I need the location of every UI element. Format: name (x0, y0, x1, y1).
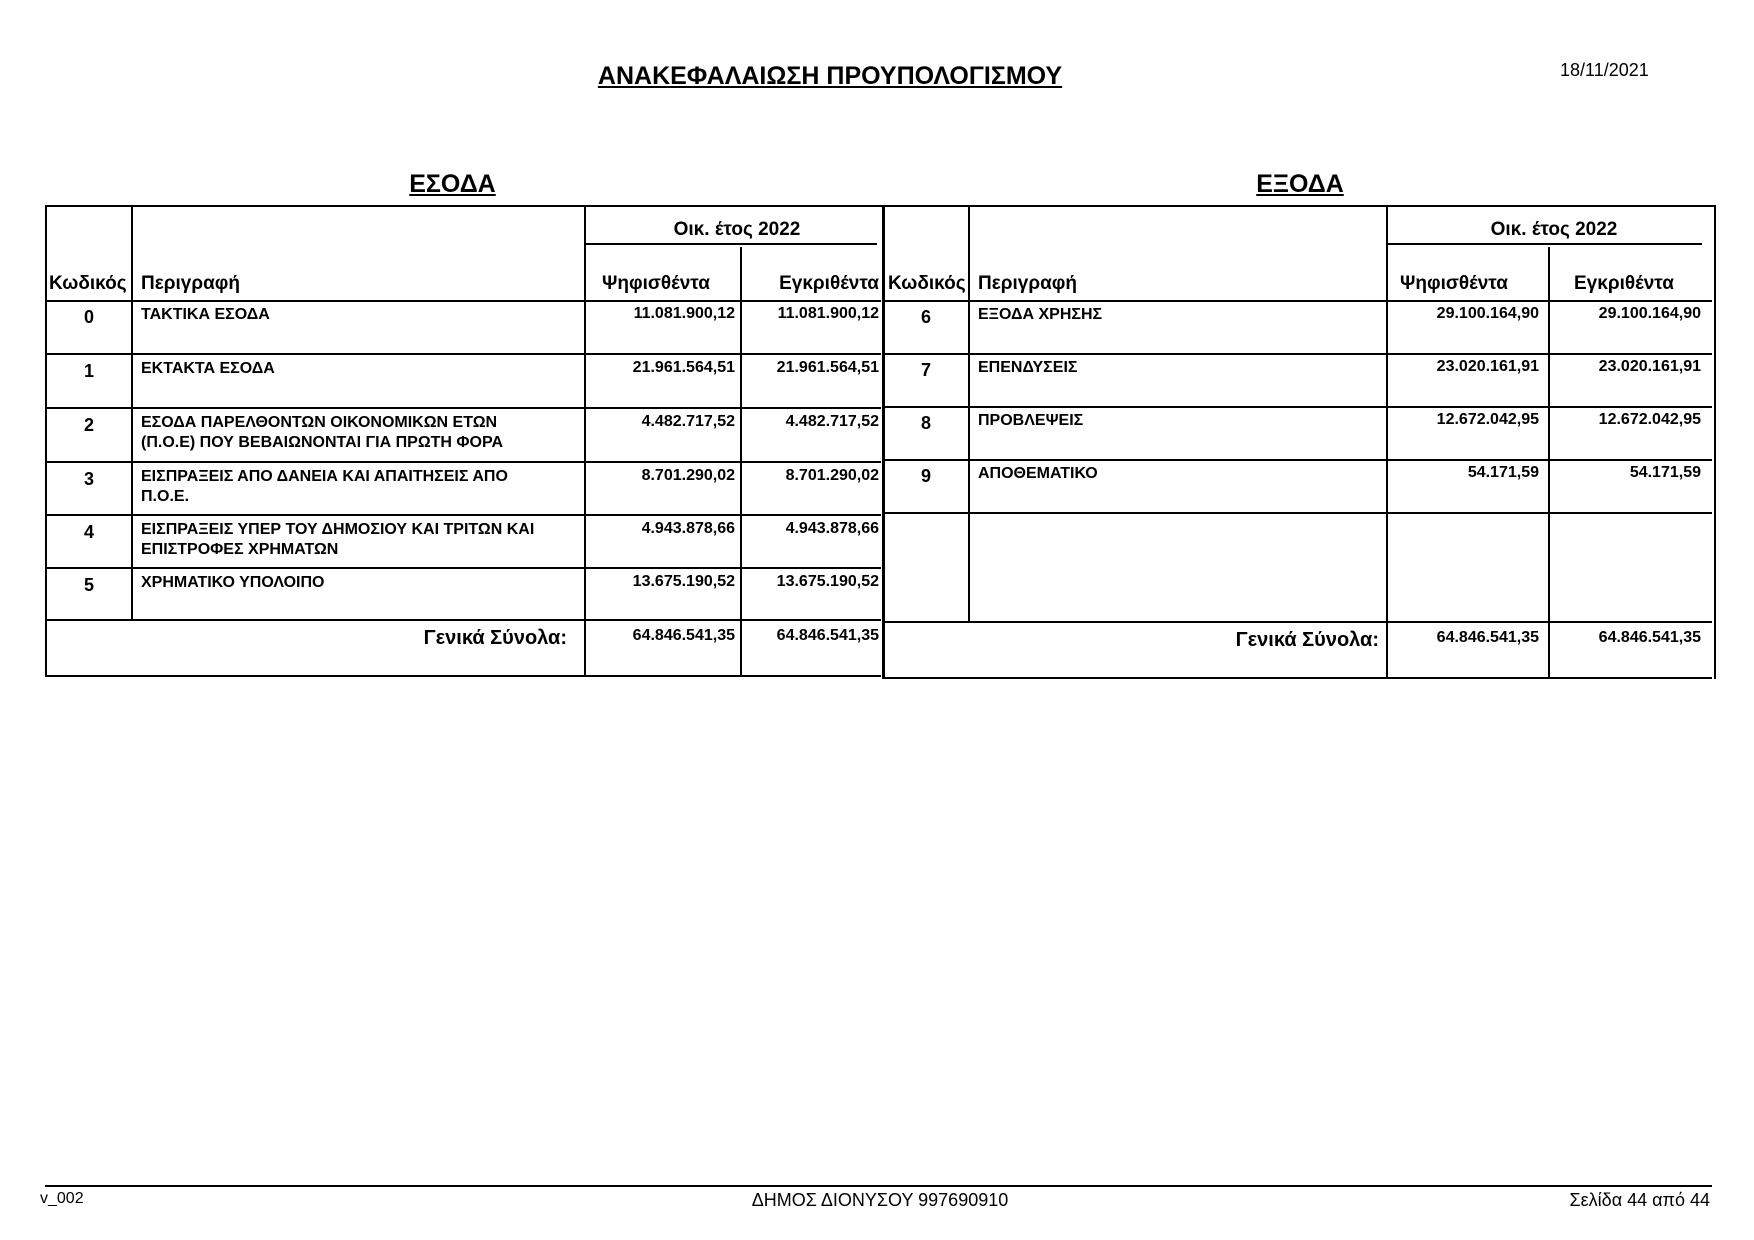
income-total-approved: 64.846.541,35 (776, 627, 879, 644)
income-row-approved: 8.701.290,02 (785, 467, 879, 484)
page-title: ΑΝΑΚΕΦΑΛΑΙΩΣΗ ΠΡΟΥΠΟΛΟΓΙΣΜΟΥ (597, 62, 1063, 90)
expenses-section-title: ΕΞΟΔΑ (1256, 170, 1344, 198)
income-section-title: ΕΣΟΔΑ (409, 170, 496, 198)
income-row-code: 5 (83, 575, 94, 595)
income-row-desc: ΕΣΟΔΑ ΠΑΡΕΛΘΟΝΤΩΝ ΟΙΚΟΝΟΜΙΚΩΝ ΕΤΩΝ (141, 414, 498, 431)
income-row-voted: 21.961.564,51 (632, 359, 735, 376)
income-table (45, 205, 885, 677)
expenses-row-approved: 29.100.164,90 (1598, 305, 1701, 322)
expenses-row-desc: ΕΠΕΝΔΥΣΕΙΣ (978, 359, 1078, 376)
income-approved-header: Εγκριθέντα (779, 273, 879, 294)
income-row-desc: ΕΙΣΠΡΑΞΕΙΣ ΑΠΟ ΔΑΝΕΙΑ ΚΑΙ ΑΠΑΙΤΗΣΕΙΣ ΑΠΟ (141, 468, 508, 485)
income-voted-header: Ψηφισθέντα (602, 273, 710, 294)
income-row-desc: ΕΙΣΠΡΑΞΕΙΣ ΥΠΕΡ ΤΟΥ ΔΗΜΟΣΙΟΥ ΚΑΙ ΤΡΙΤΩΝ ΚΑΙ (141, 521, 535, 538)
expenses-row-voted: 23.020.161,91 (1436, 358, 1539, 375)
expenses-table (882, 205, 1716, 679)
expenses-total-voted: 64.846.541,35 (1436, 629, 1539, 646)
expenses-row-code: 8 (920, 413, 931, 433)
expenses-row-desc: ΕΞΟΔΑ ΧΡΗΣΗΣ (978, 306, 1103, 323)
income-row-desc: ΕΚΤΑΚΤΑ ΕΣΟΔΑ (141, 360, 275, 377)
income-row-voted: 4.943.878,66 (641, 520, 735, 537)
expenses-row-voted: 29.100.164,90 (1436, 305, 1539, 322)
income-row-voted: 4.482.717,52 (641, 413, 735, 430)
expenses-row-desc: ΑΠΟΘΕΜΑΤΙΚΟ (978, 465, 1098, 482)
income-year-header: Οικ. έτος 2022 (673, 219, 801, 240)
income-row-voted: 13.675.190,52 (632, 573, 735, 590)
report-date: 18/11/2021 (1560, 60, 1649, 80)
income-row-desc: ΤΑΚΤΙΚΑ ΕΣΟΔΑ (141, 306, 270, 323)
income-row-approved: 4.943.878,66 (785, 520, 879, 537)
income-row-voted: 8.701.290,02 (641, 467, 735, 484)
income-row-code: 2 (83, 415, 94, 435)
footer-version: v_002 (40, 1190, 84, 1207)
income-row-code: 0 (83, 307, 94, 327)
income-row-desc-line2: ΕΠΙΣΤΡΟΦΕΣ ΧΡΗΜΑΤΩΝ (141, 541, 339, 558)
income-total-label: Γενικά Σύνολα: (423, 627, 567, 649)
footer-page-number: Σελίδα 44 από 44 (1569, 1190, 1710, 1210)
expenses-row-code: 7 (920, 360, 931, 380)
expenses-voted-header: Ψηφισθέντα (1400, 273, 1508, 294)
income-row-approved: 11.081.900,12 (777, 305, 879, 322)
income-code-header: Κωδικός (49, 273, 127, 294)
income-row-code: 3 (83, 469, 94, 489)
income-row-code: 1 (83, 361, 94, 381)
expenses-row-desc: ΠΡΟΒΛΕΨΕΙΣ (978, 412, 1084, 429)
expenses-total-approved: 64.846.541,35 (1598, 629, 1701, 646)
expenses-code-header: Κωδικός (888, 273, 966, 294)
income-description-header: Περιγραφή (141, 273, 240, 294)
income-row-voted: 11.081.900,12 (633, 305, 735, 322)
expenses-row-approved: 54.171,59 (1629, 464, 1701, 481)
footer-organization: ΔΗΜΟΣ ΔΙΟΝΥΣΟΥ 997690910 (751, 1190, 1009, 1210)
income-row-approved: 4.482.717,52 (785, 413, 879, 430)
income-total-voted: 64.846.541,35 (632, 627, 735, 644)
expenses-row-code: 9 (920, 466, 931, 486)
footer-divider (45, 1185, 1712, 1187)
income-row-approved: 13.675.190,52 (776, 573, 879, 590)
expenses-description-header: Περιγραφή (978, 273, 1077, 294)
income-row-code: 4 (83, 522, 94, 542)
expenses-row-approved: 23.020.161,91 (1598, 358, 1701, 375)
income-row-desc-line2: (Π.Ο.Ε) ΠΟΥ ΒΕΒΑΙΩΝΟΝΤΑΙ ΓΙΑ ΠΡΩΤΗ ΦΟΡΑ (141, 434, 504, 451)
income-row-approved: 21.961.564,51 (776, 359, 879, 376)
expenses-row-approved: 12.672.042,95 (1598, 411, 1701, 428)
expenses-row-voted: 54.171,59 (1467, 464, 1539, 481)
income-row-desc-line2: Π.Ο.Ε. (141, 488, 190, 505)
expenses-row-voted: 12.672.042,95 (1436, 411, 1539, 428)
expenses-row-code: 6 (920, 307, 931, 327)
expenses-approved-header: Εγκριθέντα (1574, 273, 1674, 294)
expenses-total-label: Γενικά Σύνολα: (1235, 629, 1379, 651)
expenses-year-header: Οικ. έτος 2022 (1490, 219, 1618, 240)
income-row-desc: ΧΡΗΜΑΤΙΚΟ ΥΠΟΛΟΙΠΟ (141, 574, 325, 591)
